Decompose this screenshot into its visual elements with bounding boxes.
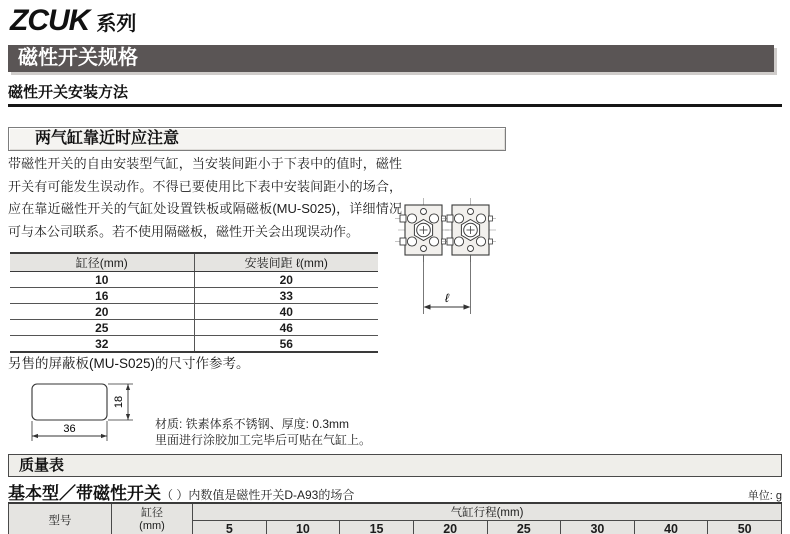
table-row (10, 304, 378, 320)
stroke-col: 20 (413, 521, 487, 534)
table-row (10, 288, 378, 304)
section-banner: 磁性开关规格 (8, 45, 774, 72)
stroke-col: 40 (634, 521, 708, 534)
notice-title-box (8, 127, 506, 151)
basic-type-note: （ ）内数值是磁性开关D-A93的场合 (161, 488, 355, 502)
stroke-col: 25 (487, 521, 561, 534)
spacing-table (10, 252, 378, 353)
bore-value: 20 (10, 304, 194, 320)
stroke-col: 50 (708, 521, 782, 534)
unit-label: 单位: g (747, 490, 782, 502)
basic-type-title: 基本型／带磁性开关 (8, 484, 161, 503)
plate-width-label: 36 (63, 423, 76, 435)
cylinder-spacing-diagram (388, 192, 523, 324)
bore-value: 25 (10, 320, 194, 336)
subsection-rule (8, 104, 782, 107)
bore-value: 32 (10, 336, 194, 353)
spacing-value: 33 (194, 288, 378, 304)
table-row (10, 336, 378, 353)
bore-header-line1: 缸径 (141, 507, 163, 520)
stroke-col: 15 (340, 521, 414, 534)
material-note (155, 417, 371, 448)
notice-body-text: 带磁性开关的自由安装型气缸，当安装间距小于下表中的值时，磁性开关有可能发生误动作。不得已要使用比下表中安装间距小的场合，应在靠近磁性开关的气缸处设置铁板或隔磁板(MU-S025)，详细情况可与本公司联系。若不使用隔磁板，磁性开关会出现误动作。 (8, 156, 402, 239)
subsection-title: 磁性开关安装方法 (8, 84, 129, 101)
page-title (10, 4, 136, 38)
col-spacing-header: 安装间距 ℓ(mm) (194, 253, 378, 272)
stroke-span-header: 气缸行程(mm) (193, 503, 782, 521)
table-row (10, 320, 378, 336)
stroke-col: 10 (266, 521, 340, 534)
material-line1: 材质: 铁素体系不锈钢、厚度: 0.3mm (155, 417, 350, 431)
shield-plate-diagram (20, 378, 160, 448)
weight-table (8, 502, 782, 534)
model-header: 型号 (9, 503, 112, 534)
plate-height-label: 18 (113, 395, 125, 409)
series-name: ZCUK (10, 4, 90, 37)
stroke-col: 30 (561, 521, 635, 534)
mass-table-bar: 质量表 (8, 454, 782, 477)
bore-value: 16 (10, 288, 194, 304)
spacing-value: 40 (194, 304, 378, 320)
table-row (10, 272, 378, 288)
spacing-dim-label: ℓ (445, 291, 449, 305)
table-header-row (10, 253, 378, 272)
weight-header-row-1 (9, 503, 782, 521)
basic-type-heading (8, 479, 354, 504)
stroke-col: 5 (193, 521, 267, 534)
bore-value: 10 (10, 272, 194, 288)
spacing-value: 20 (194, 272, 378, 288)
col-bore-header: 缸径(mm) (10, 253, 194, 272)
bore-header (112, 503, 193, 534)
bore-header-line2: (mm) (139, 520, 165, 532)
spacing-value: 46 (194, 320, 378, 336)
spacing-value: 56 (194, 336, 378, 353)
material-line2: 里面进行涂胶加工完毕后可贴在气缸上。 (155, 432, 372, 447)
shield-plate-note: 另售的屏蔽板(MU-S025)的尺寸作参考。 (8, 356, 250, 371)
series-suffix: 系列 (96, 13, 137, 35)
notice-title: 两气缸靠近时应注意 (35, 130, 180, 147)
